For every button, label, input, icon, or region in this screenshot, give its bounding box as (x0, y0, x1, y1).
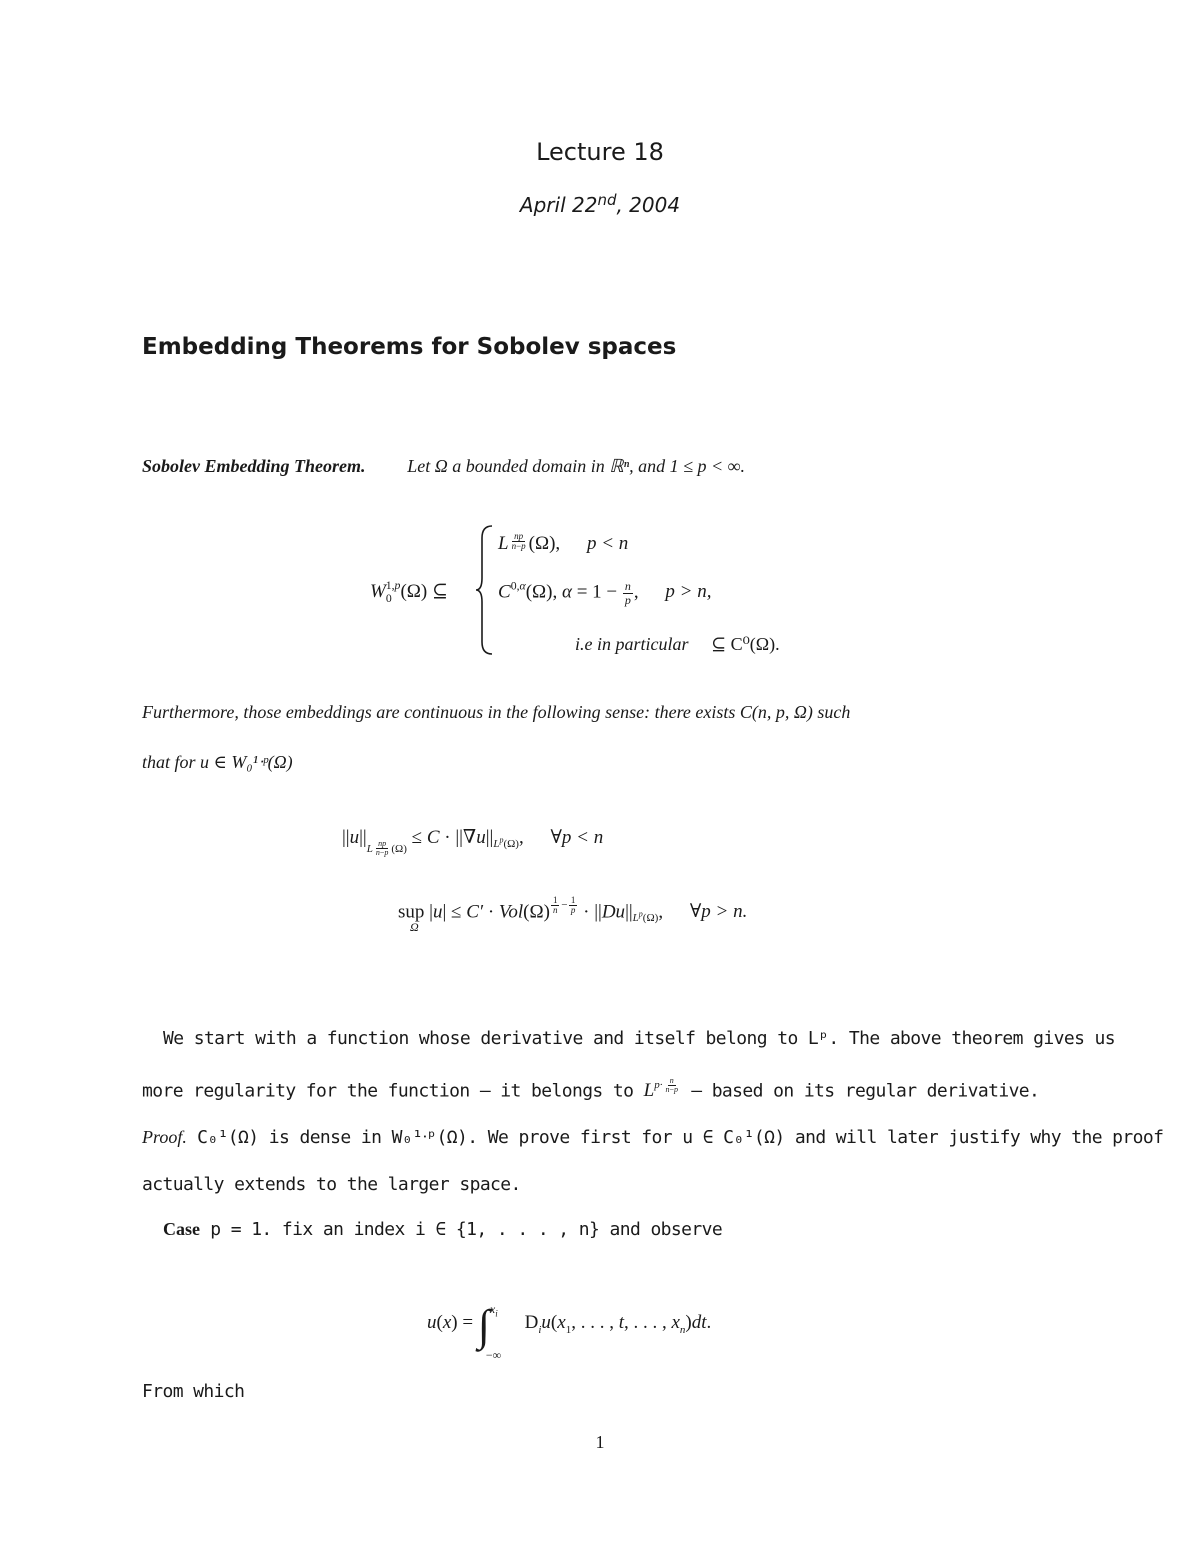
continuity-line-2: that for u ∈ W₀¹ᐧᵖ(Ω) (142, 752, 293, 772)
theorem-line (142, 456, 745, 477)
date-prefix: April 22 (519, 193, 598, 217)
case1: L $\frac{np}{n-p}$ (Ω), p < n (498, 531, 629, 554)
from-which: From which (142, 1381, 245, 1402)
theorem-statement: Let Ω a bounded domain in ℝⁿ, and 1 ≤ p < ∞. (407, 456, 746, 476)
continuity-line-1: Furthermore, those embeddings are continuous in the following sense: there exists C(n, p, Ω) such (142, 702, 851, 722)
date-sup: nd (597, 191, 617, 209)
section-heading (142, 334, 676, 360)
lecture-date (0, 193, 1200, 217)
integral-equation: u(x) = ∫ $x_i$ −∞ $D_iu(x_1$, . . . , t, . . . , $x_n)dt$. (427, 1301, 712, 1362)
case1-condition: p < n (586, 533, 629, 554)
para1-line-1: We start with a function whose derivative and itself belong to Lᵖ. The above theorem gives us (163, 1028, 1116, 1049)
case-p1-line (163, 1219, 722, 1240)
proof-line-1 (142, 1127, 1163, 1148)
inequality-1-tail: ∀p < n (550, 827, 604, 848)
date-suffix: , 2004 (616, 193, 681, 217)
para1-line-2a: more regularity for the function – it belongs to (142, 1080, 634, 1102)
para1-line-2b: – based on its regular derivative. (691, 1080, 1040, 1102)
inequality-2-tail: ∀p > n. (689, 901, 748, 923)
proof-line-2: actually extends to the larger space. (142, 1174, 521, 1195)
case3-text: i.e in particular (575, 634, 689, 654)
cases-brace (474, 524, 494, 656)
page-number: 1 (595, 1432, 605, 1452)
case-label: Case (163, 1219, 200, 1239)
proof-line-1-text: C₀¹(Ω) is dense in W₀¹ᐧᵖ(Ω). We prove first for u ∈ C₀¹(Ω) and will later justify why the proof (197, 1127, 1164, 1148)
lecture-title-text: Lecture 18 (536, 138, 664, 166)
sup-subscript: Ω (410, 920, 419, 934)
case-text: p = 1. fix an index i ∈ {1, . . . , n} and observe (210, 1219, 723, 1240)
embedding-lhs: $W_0^{1,p}(\Omega)$ ⊆ (370, 579, 448, 605)
case3-set: ⊆ C⁰(Ω). (711, 634, 780, 654)
inequality-2: sup |u| ≤ C′ · Vol(Ω) $^{\frac{1}{n} - \frac{1}{p}}$ · $||Du||_{L^p(\Omega)}$, ∀p > n. (398, 895, 748, 925)
inequality-1: $||u||_{L \frac{np}{n-p} (\Omega)} \le C \cdot ||\nabla u||_{L^p(\Omega)}$, ∀p < n (342, 827, 604, 858)
section-heading-text: Embedding Theorems for Sobolev spaces (142, 334, 677, 360)
case3 (575, 634, 780, 655)
para1-line-2: more regularity for the function – it belongs to $L^{p\cdot \frac{n}{n-p}}$ – based on its regular derivative. (142, 1076, 1040, 1102)
case2-condition: p > n, (665, 581, 712, 603)
case2: $C^{0,\alpha}(\Omega)$, α = 1 − $\frac{n}{p}$ , p > n, (498, 579, 712, 607)
theorem-name: Sobolev Embedding Theorem. (142, 456, 366, 476)
lecture-title (0, 138, 1200, 166)
proof-label: Proof. (142, 1127, 187, 1147)
